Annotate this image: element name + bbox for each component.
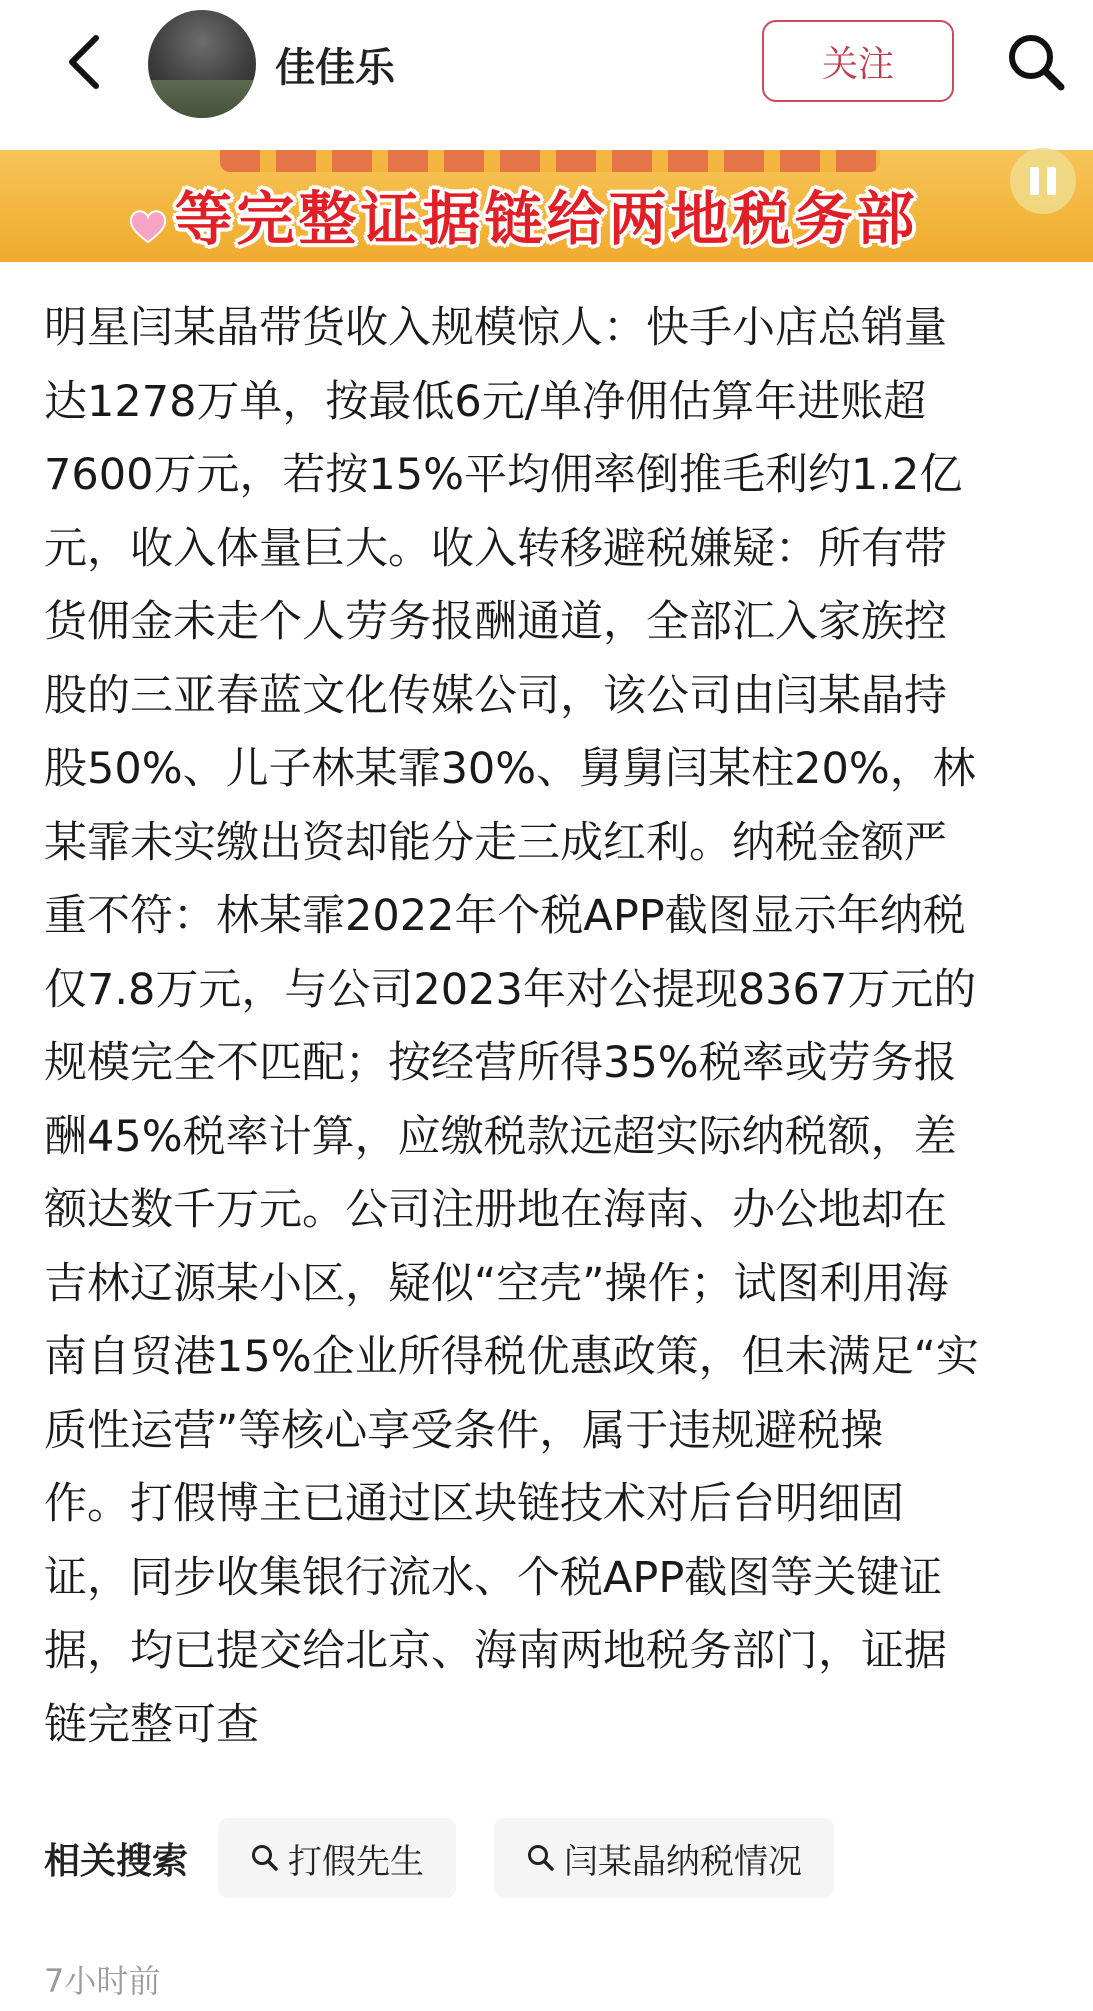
related-search-chip-label: 闫某晶纳税情况 xyxy=(564,1841,803,1882)
related-search-chip[interactable] xyxy=(218,1818,456,1898)
related-searches xyxy=(44,1818,1064,1898)
top-navigation-bar xyxy=(0,0,1093,150)
search-icon xyxy=(1005,31,1067,93)
search-icon xyxy=(250,1843,280,1873)
pause-icon xyxy=(1026,167,1060,195)
related-search-chip[interactable] xyxy=(494,1818,834,1898)
pause-button[interactable] xyxy=(1010,148,1076,214)
banner-top-text-strip xyxy=(220,150,880,172)
avatar[interactable] xyxy=(148,10,256,118)
related-search-chip-label: 打假先生 xyxy=(288,1841,425,1882)
back-button[interactable] xyxy=(44,22,124,102)
post-timestamp: 7小时前 xyxy=(44,1962,161,2000)
post-body-text: 明星闫某晶带货收入规模惊人：快手小店总销量 达1278万单，按最低6元/单净佣估算年进账超 7600万元，若按15%平均佣率倒推毛利约1.2亿 元，收入体量巨大。收入转移避税嫌疑：所有带 货佣金未走个人劳务报酬通道，全部汇入家族控 股的三亚春蓝文化传媒公司，该公司由闫某晶持 股50%、儿子林某霏30%、舅舅闫某柱20%，林 某霏未实缴出资却能分走三成红利。纳税金额严 重不符：林某霏2022年个税APP截图显示年纳税 仅7.8万元，与公司2023年对公提现8367万元的 规模完全不匹配；按经营所得35%税率或劳务报 酬45%税率计算，应缴税款远超实际纳税额，差 额达数千万元。公司注册地在海南、办公地却在 吉林辽源某小区，疑似“空壳”操作；试图利用海 南自贸港15%企业所得税优惠政策，但未满足“实 质性运营”等核心享受条件，属于违规避税操 作。打假博主已通过区块链技术对后台明细固 证，同步收集银行流水、个税APP截图等关键证 据，均已提交给北京、海南两地税务部门，证据 链完整可查 xyxy=(44,303,979,1750)
follow-button[interactable]: 关注 xyxy=(762,20,954,102)
search-button[interactable] xyxy=(996,22,1076,102)
related-searches-label: 相关搜索 xyxy=(44,1840,189,1882)
search-icon xyxy=(526,1843,556,1873)
video-banner[interactable] xyxy=(0,150,1093,262)
username[interactable]: 佳佳乐 xyxy=(275,45,395,91)
chevron-left-icon xyxy=(64,34,104,90)
banner-caption: 等完整证据链给两地税务部 xyxy=(174,185,919,253)
